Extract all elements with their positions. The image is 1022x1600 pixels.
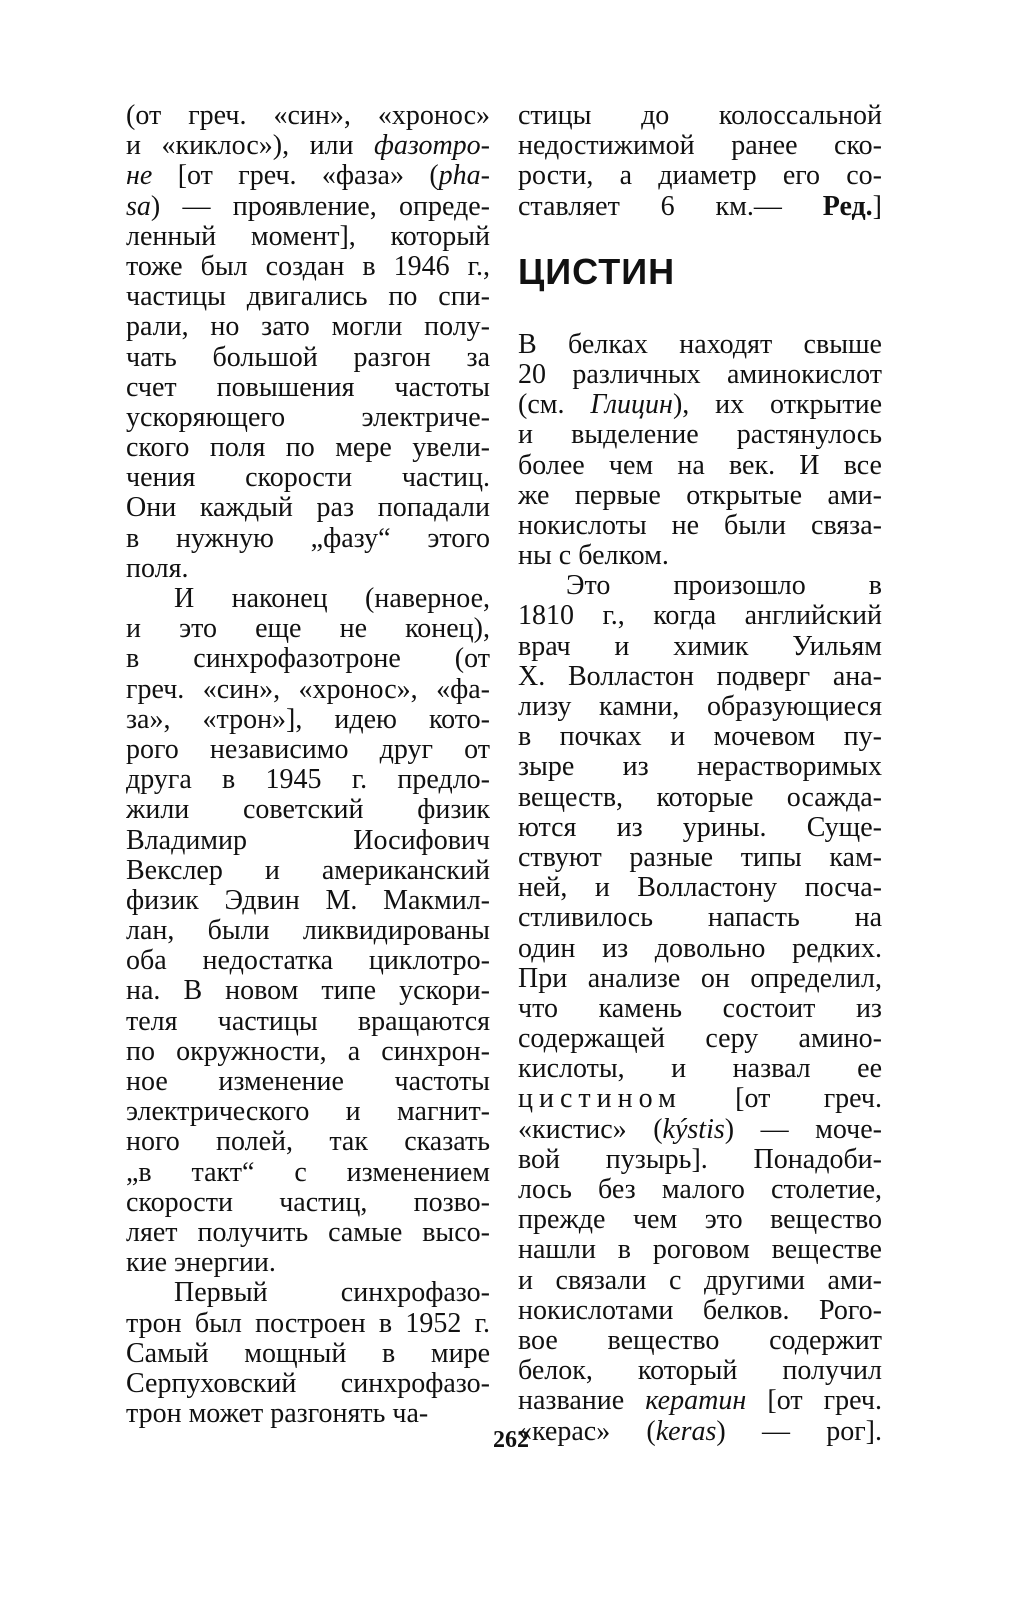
text-segment: кие энергии.	[126, 1248, 276, 1279]
text-segment: чения скорости частиц.	[126, 463, 490, 494]
text-segment: фазотро-	[374, 131, 490, 162]
text-line	[518, 873, 882, 903]
text-segment: ней, и Волластону посча-	[518, 873, 882, 904]
right-column-continuation	[518, 101, 882, 222]
text-segment: pha-	[438, 161, 490, 192]
text-line	[518, 360, 882, 390]
text-line	[126, 1158, 490, 1188]
text-segment: веществ, которые осажда-	[518, 782, 882, 813]
text-segment: ]	[872, 191, 882, 222]
text-line	[126, 403, 490, 433]
text-segment: греч. «син», «хронос», «фа-	[126, 674, 490, 705]
text-line	[126, 826, 490, 856]
text-segment: более чем на век. И все	[518, 450, 882, 481]
text-segment: ) — моче-	[724, 1114, 882, 1145]
text-segment: ) — проявление, опреде-	[150, 191, 490, 222]
text-segment: Векслер и американский	[126, 855, 490, 886]
text-segment: ются из урины. Суще-	[518, 812, 882, 843]
text-segment: И наконец (наверное,	[174, 584, 490, 614]
text-line	[518, 1266, 882, 1296]
text-segment: ны с белком.	[518, 541, 669, 572]
text-segment: трон может разгонять ча-	[126, 1399, 429, 1430]
text-segment: лан, были ликвидированы	[126, 916, 490, 947]
text-segment: нокислоты не были связа-	[518, 510, 882, 541]
text-segment: на. В новом типе ускори-	[126, 976, 490, 1007]
text-line	[518, 813, 882, 843]
text-segment: Они каждый раз попадали	[126, 493, 490, 524]
text-segment: счет повышения частоты	[126, 372, 490, 403]
text-segment: нашли в роговом веществе	[518, 1235, 882, 1266]
text-segment: лизу камни, образующиеся	[518, 692, 882, 722]
text-line	[518, 903, 882, 933]
text-segment: прежде чем это вещество	[518, 1205, 882, 1236]
text-segment: в нужную „фазу“ этого	[126, 523, 490, 554]
text-line	[126, 1037, 490, 1067]
text-line	[126, 614, 490, 644]
text-line	[126, 554, 490, 584]
text-line	[126, 1218, 490, 1248]
text-line	[126, 584, 490, 614]
text-segment: зыре из нерастворимых	[518, 752, 882, 783]
text-segment: ) — рог].	[716, 1416, 882, 1447]
text-line	[126, 735, 490, 765]
text-segment: (см.	[518, 390, 591, 421]
text-segment: по окружности, а синхрон-	[126, 1036, 490, 1067]
text-segment: что камень состоит из	[518, 993, 882, 1024]
text-line	[126, 1127, 490, 1157]
text-line	[518, 541, 882, 571]
text-segment: Х. Волластон подверг ана-	[518, 661, 882, 692]
text-segment: и «киклос»), или	[126, 131, 375, 162]
article-heading: ЦИСТИН	[518, 250, 676, 292]
text-line	[518, 1326, 882, 1356]
text-segment: Ред.	[822, 191, 873, 222]
text-segment: ное изменение частоты	[126, 1067, 490, 1097]
text-line	[126, 131, 490, 161]
text-segment: Серпуховский синхрофазо-	[126, 1368, 490, 1399]
text-line	[518, 783, 882, 813]
text-segment: жили советский физик	[126, 795, 490, 826]
text-line	[518, 161, 882, 191]
text-line	[126, 192, 490, 222]
page-number: 262	[493, 1427, 529, 1453]
text-line	[518, 481, 882, 511]
text-segment: 1810 г., когда английский	[518, 601, 882, 632]
text-segment: белок, который получил	[518, 1356, 882, 1387]
text-line	[126, 1067, 490, 1097]
text-line	[126, 856, 490, 886]
text-segment: keras	[655, 1416, 717, 1447]
text-line	[126, 252, 490, 282]
text-line	[518, 1175, 882, 1205]
text-line	[126, 1007, 490, 1037]
text-segment: цистином	[518, 1084, 682, 1115]
text-line	[518, 511, 882, 541]
text-line	[126, 675, 490, 705]
text-segment: трон был построен в 1952 г.	[126, 1308, 490, 1339]
text-segment: не	[126, 161, 153, 192]
text-segment: один из довольно редких.	[518, 933, 882, 964]
text-line	[518, 722, 882, 752]
text-line	[126, 1188, 490, 1218]
text-line	[518, 1145, 882, 1175]
text-line	[518, 1115, 882, 1145]
text-line	[518, 1054, 882, 1084]
text-line	[126, 161, 490, 191]
text-segment: 20 различных аминокислот	[518, 359, 882, 390]
article-body	[518, 330, 882, 1447]
text-line	[126, 524, 490, 554]
text-segment: содержащей серу амино-	[518, 1024, 882, 1055]
left-column	[126, 101, 490, 1429]
text-segment: вое вещество содержит	[518, 1325, 882, 1356]
text-segment: недостижимой ранее ско-	[518, 131, 882, 162]
text-line	[126, 463, 490, 493]
text-line	[518, 1386, 882, 1416]
text-line	[518, 330, 882, 360]
text-line	[518, 571, 882, 601]
text-segment: ленный момент], который	[126, 221, 490, 252]
text-line	[126, 976, 490, 1006]
text-segment: нокислотами белков. Рого-	[518, 1295, 882, 1326]
text-segment: Владимир Иосифович	[126, 825, 490, 856]
text-line	[518, 994, 882, 1024]
text-segment: в синхрофазотроне (от	[126, 644, 490, 675]
text-segment: [от греч.	[681, 1084, 882, 1115]
text-segment: и это еще не конец),	[126, 614, 490, 645]
text-segment: врач и химик Уильям	[518, 631, 882, 662]
text-segment: друга в 1945 г. предло-	[126, 765, 490, 796]
text-line	[126, 765, 490, 795]
text-segment: частицы двигались по спи-	[126, 282, 490, 313]
text-line	[518, 662, 882, 692]
text-line	[126, 433, 490, 463]
text-line	[126, 101, 490, 131]
text-segment: рали, но зато могли полу-	[126, 312, 490, 343]
text-segment: [от греч.	[746, 1386, 882, 1417]
right-column	[518, 101, 882, 1447]
text-segment: же первые открытые ами-	[518, 480, 882, 511]
text-line	[518, 1356, 882, 1386]
text-segment: стицы до колоссальной	[518, 101, 882, 131]
text-line	[518, 1205, 882, 1235]
text-segment: ставляет 6 км.—	[518, 191, 823, 222]
text-line	[518, 843, 882, 873]
text-line	[126, 1309, 490, 1339]
text-line	[126, 1399, 490, 1429]
text-line	[126, 1339, 490, 1369]
text-line	[518, 1235, 882, 1265]
text-line	[126, 916, 490, 946]
text-segment: При анализе он определил,	[518, 963, 882, 994]
text-line	[126, 795, 490, 825]
text-segment: ), их открытие	[672, 390, 882, 421]
text-segment: физик Эдвин М. Макмил-	[126, 885, 490, 916]
text-line	[126, 222, 490, 252]
text-line	[126, 1248, 490, 1278]
text-line	[518, 131, 882, 161]
text-line	[518, 632, 882, 662]
text-segment: Это произошло в	[566, 571, 882, 602]
text-segment: рости, а диаметр его со-	[518, 161, 882, 192]
text-segment: „в такт“ с изменением	[126, 1157, 490, 1188]
text-line	[126, 1278, 490, 1308]
text-line	[126, 1097, 490, 1127]
text-segment: электрического и магнит-	[126, 1097, 490, 1128]
text-line	[126, 886, 490, 916]
text-line	[518, 752, 882, 782]
text-segment: Глицин	[590, 390, 673, 421]
text-line	[126, 493, 490, 523]
text-line	[518, 1084, 882, 1114]
text-segment: теля частицы вращаются	[126, 1006, 490, 1037]
text-segment: скорости частиц, позво-	[126, 1187, 490, 1218]
text-line	[126, 312, 490, 342]
text-segment: «керас» (	[518, 1416, 656, 1447]
text-segment: ского поля по мере увели-	[126, 433, 490, 464]
text-line	[126, 1369, 490, 1399]
text-segment: Самый мощный в мире	[126, 1338, 490, 1369]
text-segment: «кистис» (	[518, 1114, 663, 1145]
text-line	[518, 1296, 882, 1326]
text-line	[518, 451, 882, 481]
text-segment: кислоты, и назвал ее	[518, 1054, 882, 1085]
text-line	[126, 705, 490, 735]
text-segment: ного полей, так сказать	[126, 1127, 490, 1158]
text-line	[126, 373, 490, 403]
text-segment: кератин	[645, 1386, 747, 1417]
text-line	[126, 644, 490, 674]
text-line	[518, 390, 882, 420]
text-segment: sa	[126, 191, 151, 222]
text-line	[126, 343, 490, 373]
text-line	[518, 420, 882, 450]
text-segment: ускоряющего электриче-	[126, 402, 490, 433]
text-segment: Первый синхрофазо-	[174, 1278, 490, 1309]
text-segment: ляет получить самые высо-	[126, 1217, 490, 1248]
text-segment: лось без малого столетие,	[518, 1175, 882, 1205]
text-segment: вой пузырь]. Понадоби-	[518, 1144, 882, 1175]
text-line	[518, 692, 882, 722]
text-line	[518, 964, 882, 994]
text-segment: поля.	[126, 553, 189, 584]
text-segment: название	[518, 1386, 646, 1417]
text-line	[126, 282, 490, 312]
text-segment: и связали с другими ами-	[518, 1265, 882, 1296]
text-segment: kýstis	[662, 1114, 725, 1145]
text-segment: в почках и мочевом пу-	[518, 722, 882, 753]
text-line	[518, 1024, 882, 1054]
text-segment: (от греч. «син», «хронос»	[126, 101, 490, 131]
text-line	[518, 192, 882, 222]
text-segment: и выделение растянулось	[518, 420, 882, 451]
text-line	[518, 101, 882, 131]
text-segment: стливилось напасть на	[518, 903, 882, 934]
text-line	[518, 601, 882, 631]
text-segment: за», «трон»], идею кото-	[126, 704, 490, 735]
text-segment: тоже был создан в 1946 г.,	[126, 251, 490, 282]
text-segment: оба недостатка циклотро-	[126, 946, 490, 977]
text-segment: ствуют разные типы кам-	[518, 842, 882, 873]
text-segment: В белках находят свыше	[518, 329, 882, 360]
text-line	[126, 946, 490, 976]
text-segment: [от греч. «фаза» (	[152, 161, 439, 192]
text-line	[518, 934, 882, 964]
text-segment: рого независимо друг от	[126, 734, 490, 765]
text-segment: чать большой разгон за	[126, 342, 490, 373]
